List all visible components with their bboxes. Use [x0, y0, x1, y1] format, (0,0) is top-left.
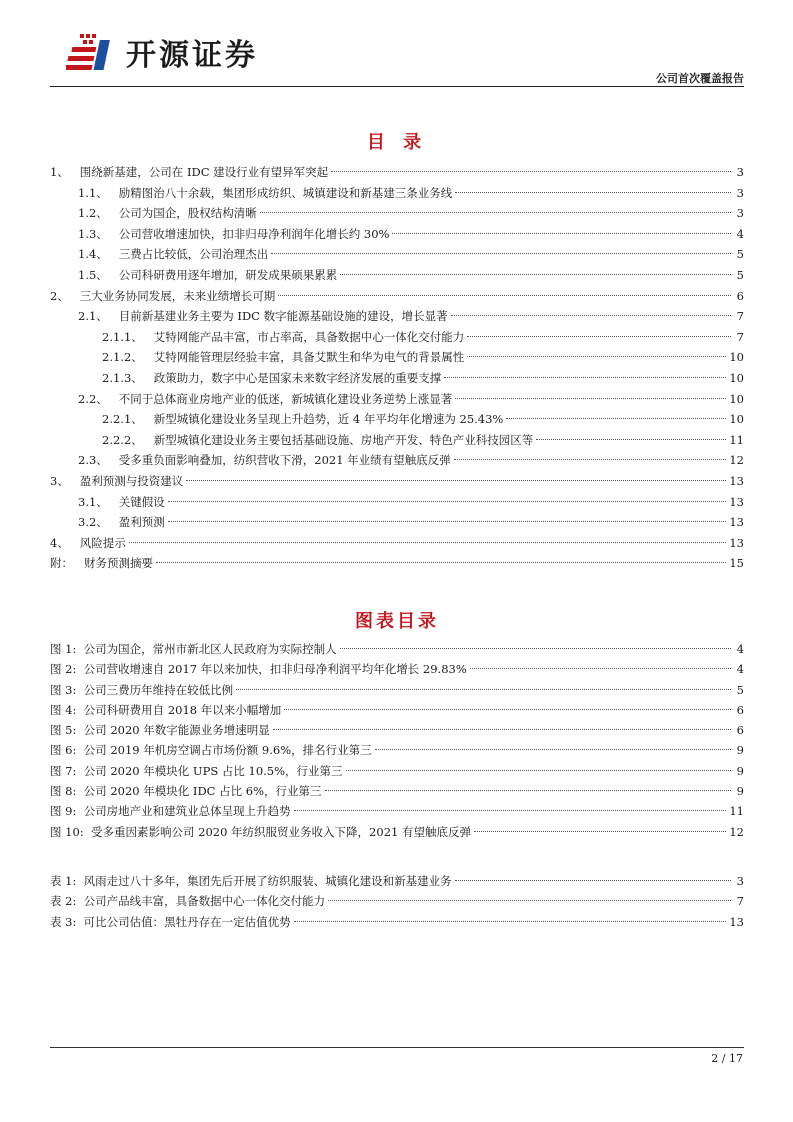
brand-name: 开源证券: [126, 38, 258, 73]
entry-page: 5: [736, 247, 744, 262]
entry-number: 1.5、: [78, 267, 108, 282]
dot-leader: [273, 729, 731, 730]
toc-entry[interactable]: [50, 822, 744, 842]
entry-number: 2.1.3、: [102, 370, 143, 385]
dot-leader: [444, 377, 726, 378]
entry-number: 2、: [50, 288, 69, 303]
entry-number: 1、: [50, 165, 69, 179]
report-type: 公司首次覆盖报告: [656, 72, 744, 85]
entry-page: 9: [736, 763, 744, 778]
toc-entry[interactable]: [50, 450, 744, 471]
entry-number: 图 9:: [50, 804, 77, 819]
entry-number: 1.2、: [78, 206, 108, 221]
entry-title: 风险提示: [79, 535, 126, 550]
toc-entry[interactable]: [50, 912, 744, 932]
entry-title: 励精图治八十余载，集团形成纺织、城镇建设和新基建三条业务线: [118, 185, 453, 200]
toc-entry[interactable]: [50, 244, 744, 265]
toc-entry[interactable]: [50, 368, 744, 389]
toc-entry[interactable]: [50, 183, 744, 204]
entry-number: 图 2:: [50, 662, 77, 677]
dot-leader: [467, 336, 731, 337]
dot-leader: [340, 648, 731, 649]
entry-page: 7: [736, 329, 744, 344]
toc-entry[interactable]: [50, 553, 744, 574]
entry-page: 6: [736, 702, 744, 717]
toc-entry[interactable]: [50, 430, 744, 451]
footer-divider: [50, 1047, 744, 1048]
figure-list: [50, 639, 744, 842]
dot-leader: [474, 831, 726, 832]
entry-title: 公司房地产业和建筑业总体呈现上升趋势: [83, 804, 291, 819]
entry-title: 可比公司估值：黑牡丹存在一定估值优势: [83, 914, 291, 929]
entry-title: 新型城镇化建设业务主要包括基础设施、房地产开发、特色产业科技园区等: [153, 432, 534, 447]
dot-leader: [375, 749, 731, 750]
toc-entry[interactable]: [50, 409, 744, 430]
table-of-contents: [50, 162, 744, 574]
dot-leader: [340, 274, 731, 275]
entry-page: 10: [729, 350, 744, 365]
dot-leader: [284, 709, 731, 710]
toc-entry[interactable]: [50, 286, 744, 307]
entry-number: 1.4、: [78, 247, 108, 262]
entry-page: 4: [736, 226, 744, 241]
entry-title: 公司三费历年维持在较低比例: [83, 682, 234, 697]
entry-number: 图 6:: [50, 743, 77, 758]
entry-number: 2.1.2、: [102, 350, 143, 365]
toc-entry[interactable]: [50, 492, 744, 513]
toc-entry[interactable]: [50, 871, 744, 891]
figures-heading: 图表目录: [355, 611, 439, 632]
dot-leader: [451, 315, 731, 316]
toc-entry[interactable]: [50, 389, 744, 410]
entry-title: 艾特网能产品丰富，市占率高，具备数据中心一体化交付能力: [153, 329, 465, 344]
entry-title: 三大业务协同发展，未来业绩增长可期: [79, 288, 276, 303]
dot-leader: [455, 398, 726, 399]
entry-page: 11: [729, 804, 744, 819]
toc-heading: 目 录: [366, 132, 428, 153]
toc-entry[interactable]: [50, 761, 744, 781]
dot-leader: [467, 356, 726, 357]
toc-entry[interactable]: [50, 224, 744, 245]
dot-leader: [278, 295, 731, 296]
entry-page: 7: [736, 309, 744, 324]
header-divider: [50, 86, 744, 87]
entry-number: 表 1:: [50, 874, 77, 888]
dot-leader: [454, 459, 727, 460]
entry-title: 公司 2020 年数字能源业务增速明显: [83, 723, 270, 738]
toc-entry[interactable]: [50, 801, 744, 821]
dot-leader: [129, 542, 727, 543]
entry-page: 9: [736, 784, 744, 799]
entry-title: 不同于总体商业房地产业的低迷，新城镇化建设业务逆势上涨显著: [118, 391, 453, 406]
entry-page: 13: [729, 473, 744, 488]
dot-leader: [156, 562, 726, 563]
entry-number: 3、: [50, 473, 69, 488]
entry-number: 2.2.1、: [102, 412, 143, 427]
entry-title: 受多重负面影响叠加，纺织营收下滑，2021 年业绩有望触底反弹: [118, 453, 451, 468]
dot-leader: [392, 233, 731, 234]
dot-leader: [236, 689, 731, 690]
entry-page: 6: [736, 723, 744, 738]
entry-page: 4: [736, 662, 744, 677]
toc-entry[interactable]: [50, 327, 744, 348]
entry-title: 关键假设: [118, 494, 165, 509]
toc-entry[interactable]: [50, 347, 744, 368]
entry-page: 13: [729, 515, 744, 530]
entry-title: 艾特网能管理层经验丰富，具备艾默生和华为电气的背景属性: [153, 350, 465, 365]
dot-leader: [346, 770, 731, 771]
page-header: [50, 28, 744, 88]
entry-title: 受多重因素影响公司 2020 年纺织服贸业务收入下降，2021 有望触底反弹: [90, 824, 471, 839]
entry-number: 1.1、: [78, 185, 108, 200]
entry-page: 12: [729, 453, 744, 468]
dot-leader: [506, 418, 726, 419]
toc-entry[interactable]: [50, 203, 744, 224]
dot-leader: [455, 192, 731, 193]
kaiyuan-logo-icon: [66, 30, 118, 74]
dot-leader: [271, 253, 731, 254]
toc-entry[interactable]: [50, 740, 744, 760]
entry-title: 新型城镇化建设业务呈现上升趋势，近 4 年平均年化增速为 25.43%: [153, 412, 504, 427]
entry-title: 公司 2019 年机房空调占市场份额 9.6%，排名行业第三: [83, 743, 372, 758]
toc-entry[interactable]: [50, 680, 744, 700]
toc-entry[interactable]: [50, 700, 744, 720]
entry-title: 围绕新基建，公司在 IDC 建设行业有望异军突起: [79, 165, 329, 179]
entry-title: 公司产品线丰富，具备数据中心一体化交付能力: [83, 894, 326, 909]
entry-number: 1.3、: [78, 226, 108, 241]
entry-title: 政策助力，数字中心是国家未来数字经济发展的重要支撑: [153, 370, 442, 385]
entry-page: 3: [736, 185, 744, 200]
entry-page: 13: [729, 535, 744, 550]
entry-number: 图 4:: [50, 702, 77, 717]
entry-title: 盈利预测: [118, 515, 165, 530]
entry-page: 13: [729, 494, 744, 509]
toc-entry[interactable]: [50, 471, 744, 492]
entry-number: 图 1:: [50, 642, 77, 656]
dot-leader: [294, 921, 727, 922]
entry-title: 三费占比较低，公司治理杰出: [118, 247, 269, 262]
entry-page: 13: [729, 914, 744, 929]
entry-title: 盈利预测与投资建议: [79, 473, 184, 488]
dot-leader: [186, 480, 726, 481]
entry-title: 公司营收增速自 2017 年以来加快，扣非归母净利润平均年化增长 29.83%: [83, 662, 467, 677]
entry-page: 4: [736, 642, 744, 656]
entry-number: 2.1.1、: [102, 329, 143, 344]
dot-leader: [455, 880, 731, 881]
entry-page: 6: [736, 288, 744, 303]
entry-title: 公司营收增速加快，扣非归母净利润年化增长约 30%: [118, 226, 390, 241]
entry-page: 10: [729, 412, 744, 427]
toc-entry[interactable]: [50, 162, 744, 183]
entry-title: 目前新基建业务主要为 IDC 数字能源基础设施的建设，增长显著: [118, 309, 448, 324]
toc-entry[interactable]: [50, 265, 744, 286]
toc-entry[interactable]: [50, 720, 744, 740]
entry-number: 图 7:: [50, 763, 77, 778]
entry-page: 5: [736, 682, 744, 697]
toc-entry[interactable]: [50, 512, 744, 533]
toc-entry[interactable]: [50, 533, 744, 554]
entry-number: 表 2:: [50, 894, 77, 909]
entry-number: 4、: [50, 535, 69, 550]
table-list: [50, 871, 744, 932]
entry-title: 公司 2020 年模块化 IDC 占比 6%，行业第三: [83, 784, 322, 799]
toc-entry[interactable]: [50, 639, 744, 659]
dot-leader: [168, 521, 727, 522]
entry-page: 15: [729, 556, 744, 571]
entry-number: 3.2、: [78, 515, 108, 530]
entry-page: 9: [736, 743, 744, 758]
entry-page: 3: [736, 206, 744, 221]
entry-title: 公司科研费用自 2018 年以来小幅增加: [83, 702, 282, 717]
toc-entry[interactable]: [50, 659, 744, 679]
entry-page: 10: [729, 370, 744, 385]
entry-title: 公司为国企，股权结构清晰: [118, 206, 257, 221]
brand-logo: [66, 28, 258, 76]
dot-leader: [325, 790, 731, 791]
entry-page: 3: [736, 165, 744, 179]
dot-leader: [331, 171, 731, 172]
entry-number: 图 3:: [50, 682, 77, 697]
entry-number: 图 5:: [50, 723, 77, 738]
entry-page: 11: [729, 432, 744, 447]
dot-leader: [294, 810, 727, 811]
entry-title: 公司 2020 年模块化 UPS 占比 10.5%，行业第三: [83, 763, 343, 778]
dot-leader: [168, 501, 727, 502]
dot-leader: [260, 212, 731, 213]
entry-title: 公司为国企，常州市新北区人民政府为实际控制人: [83, 642, 337, 656]
entry-title: 财务预测摘要: [83, 556, 153, 571]
entry-number: 图 10:: [50, 824, 84, 839]
entry-page: 7: [736, 894, 744, 909]
entry-number: 2.1、: [78, 309, 108, 324]
dot-leader: [470, 668, 731, 669]
toc-entry[interactable]: [50, 306, 744, 327]
entry-title: 风雨走过八十多年，集团先后开展了纺织服装、城镇化建设和新基建业务: [83, 874, 452, 888]
dot-leader: [328, 900, 731, 901]
entry-number: 图 8:: [50, 784, 77, 799]
entry-number: 2.3、: [78, 453, 108, 468]
toc-entry[interactable]: [50, 891, 744, 911]
toc-entry[interactable]: [50, 781, 744, 801]
entry-number: 2.2、: [78, 391, 108, 406]
entry-number: 附：: [50, 556, 73, 571]
entry-title: 公司科研费用逐年增加，研发成果硕果累累: [118, 267, 338, 282]
entry-page: 3: [736, 874, 744, 888]
dot-leader: [536, 439, 726, 440]
entry-page: 12: [729, 824, 744, 839]
entry-number: 表 3:: [50, 914, 77, 929]
entry-page: 10: [729, 391, 744, 406]
entry-number: 3.1、: [78, 494, 108, 509]
page-number: 2 / 17: [711, 1052, 743, 1065]
entry-page: 5: [736, 267, 744, 282]
entry-number: 2.2.2、: [102, 432, 143, 447]
